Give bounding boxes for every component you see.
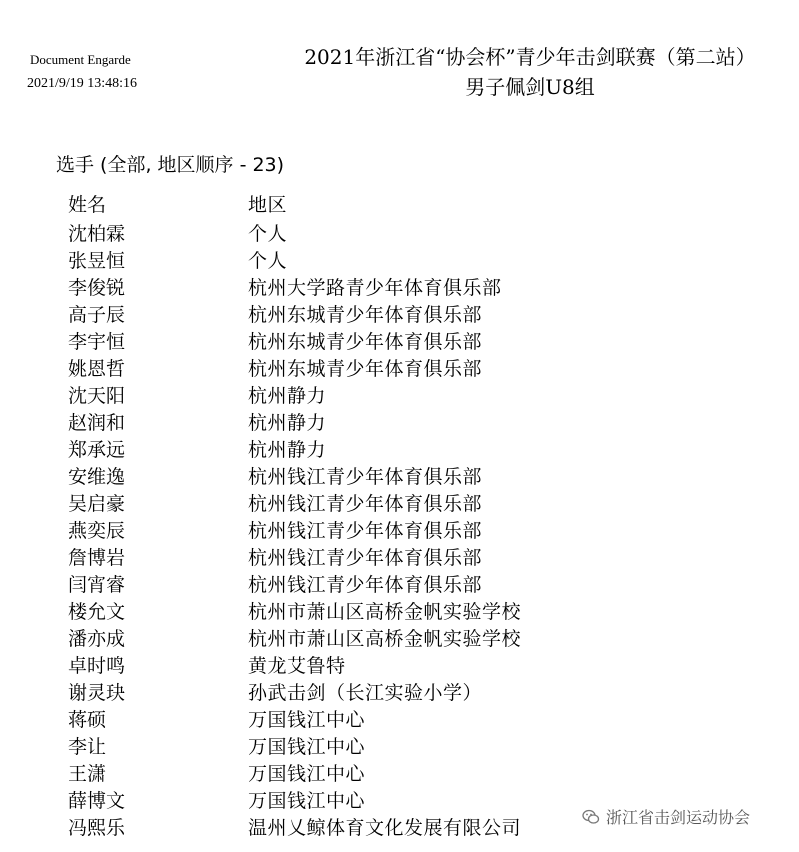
fencer-region: 杭州静力 — [248, 412, 327, 434]
table-row — [68, 734, 608, 761]
fencer-region: 温州乂鲸体育文化发展有限公司 — [248, 817, 522, 839]
section-heading: 选手 (全部, 地区顺序 - 23) — [56, 154, 285, 176]
table-row — [68, 599, 608, 626]
table-row — [68, 788, 608, 815]
table-row — [68, 383, 608, 410]
fencer-name: 闫宵睿 — [68, 574, 126, 596]
fencer-region: 万国钱江中心 — [248, 790, 366, 812]
table-row — [68, 518, 608, 545]
document-brand: Document Engarde — [30, 52, 131, 67]
wechat-watermark — [582, 805, 750, 828]
watermark-text: 浙江省击剑运动协会 — [606, 808, 751, 827]
fencer-region: 万国钱江中心 — [248, 763, 366, 785]
fencer-name: 郑承远 — [68, 439, 126, 461]
fencer-region: 杭州市萧山区高桥金帆实验学校 — [248, 601, 522, 623]
fencer-region: 杭州钱江青少年体育俱乐部 — [248, 574, 483, 596]
table-row — [68, 410, 608, 437]
fencer-region: 杭州静力 — [248, 439, 327, 461]
fencer-name: 姚恩哲 — [68, 358, 126, 380]
fencer-name: 冯熙乐 — [68, 817, 126, 839]
fencer-region: 杭州钱江青少年体育俱乐部 — [248, 547, 483, 569]
fencer-name: 李让 — [68, 736, 107, 758]
table-row — [68, 437, 608, 464]
fencer-roster-table — [68, 190, 608, 842]
fencer-region: 杭州钱江青少年体育俱乐部 — [248, 520, 483, 542]
table-row — [68, 356, 608, 383]
fencer-name: 吴启豪 — [68, 493, 126, 515]
competition-title: 2021年浙江省“协会杯”青少年击剑联赛（第二站） — [304, 45, 756, 69]
fencer-name: 赵润和 — [68, 412, 126, 434]
table-row — [68, 491, 608, 518]
fencer-region: 杭州东城青少年体育俱乐部 — [248, 304, 483, 326]
table-row — [68, 707, 608, 734]
fencer-region: 个人 — [248, 223, 288, 245]
column-header-region: 地区 — [248, 194, 288, 216]
table-row — [68, 572, 608, 599]
title-block — [270, 42, 790, 102]
wechat-icon — [582, 808, 600, 826]
fencer-region: 孙武击剑（长江实验小学） — [248, 682, 483, 704]
fencer-region: 黄龙艾鲁特 — [248, 655, 346, 677]
fencer-region: 杭州钱江青少年体育俱乐部 — [248, 493, 483, 515]
fencer-name: 沈天阳 — [68, 385, 126, 407]
fencer-region: 万国钱江中心 — [248, 736, 366, 758]
fencer-region: 杭州东城青少年体育俱乐部 — [248, 331, 483, 353]
fencer-region: 万国钱江中心 — [248, 709, 366, 731]
fencer-name: 张昱恒 — [68, 250, 126, 272]
fencer-name: 高子辰 — [68, 304, 126, 326]
fencer-name: 詹博岩 — [68, 547, 126, 569]
table-row — [68, 464, 608, 491]
fencer-name: 李宇恒 — [68, 331, 126, 353]
table-row — [68, 545, 608, 572]
fencer-region: 杭州钱江青少年体育俱乐部 — [248, 466, 483, 488]
fencer-name: 楼允文 — [68, 601, 126, 623]
table-row — [68, 626, 608, 653]
event-subtitle: 男子佩剑U8组 — [465, 75, 595, 99]
fencer-name: 沈柏霖 — [68, 223, 126, 245]
fencer-name: 卓时鸣 — [68, 655, 126, 677]
table-row — [68, 329, 608, 356]
document-timestamp: 2021/9/19 13:48:16 — [27, 76, 138, 91]
fencer-region: 杭州东城青少年体育俱乐部 — [248, 358, 483, 380]
fencer-region: 杭州静力 — [248, 385, 327, 407]
table-row — [68, 275, 608, 302]
column-header-name: 姓名 — [68, 194, 107, 216]
fencer-name: 安维逸 — [68, 466, 126, 488]
fencer-name: 王潇 — [68, 763, 107, 785]
table-row — [68, 815, 608, 842]
table-row — [68, 761, 608, 788]
table-row — [68, 653, 608, 680]
fencer-name: 燕奕辰 — [68, 520, 126, 542]
fencer-region: 杭州市萧山区高桥金帆实验学校 — [248, 628, 522, 650]
fencer-name: 蒋硕 — [68, 709, 107, 731]
table-header-row — [68, 190, 608, 221]
fencer-name: 李俊锐 — [68, 277, 126, 299]
fencer-name: 潘亦成 — [68, 628, 126, 650]
fencer-name: 谢灵玦 — [68, 682, 126, 704]
table-row — [68, 302, 608, 329]
table-row — [68, 221, 608, 248]
fencer-name: 薛博文 — [68, 790, 126, 812]
table-row — [68, 680, 608, 707]
fencer-region: 杭州大学路青少年体育俱乐部 — [248, 277, 502, 299]
fencer-region: 个人 — [248, 250, 288, 272]
table-row — [68, 248, 608, 275]
